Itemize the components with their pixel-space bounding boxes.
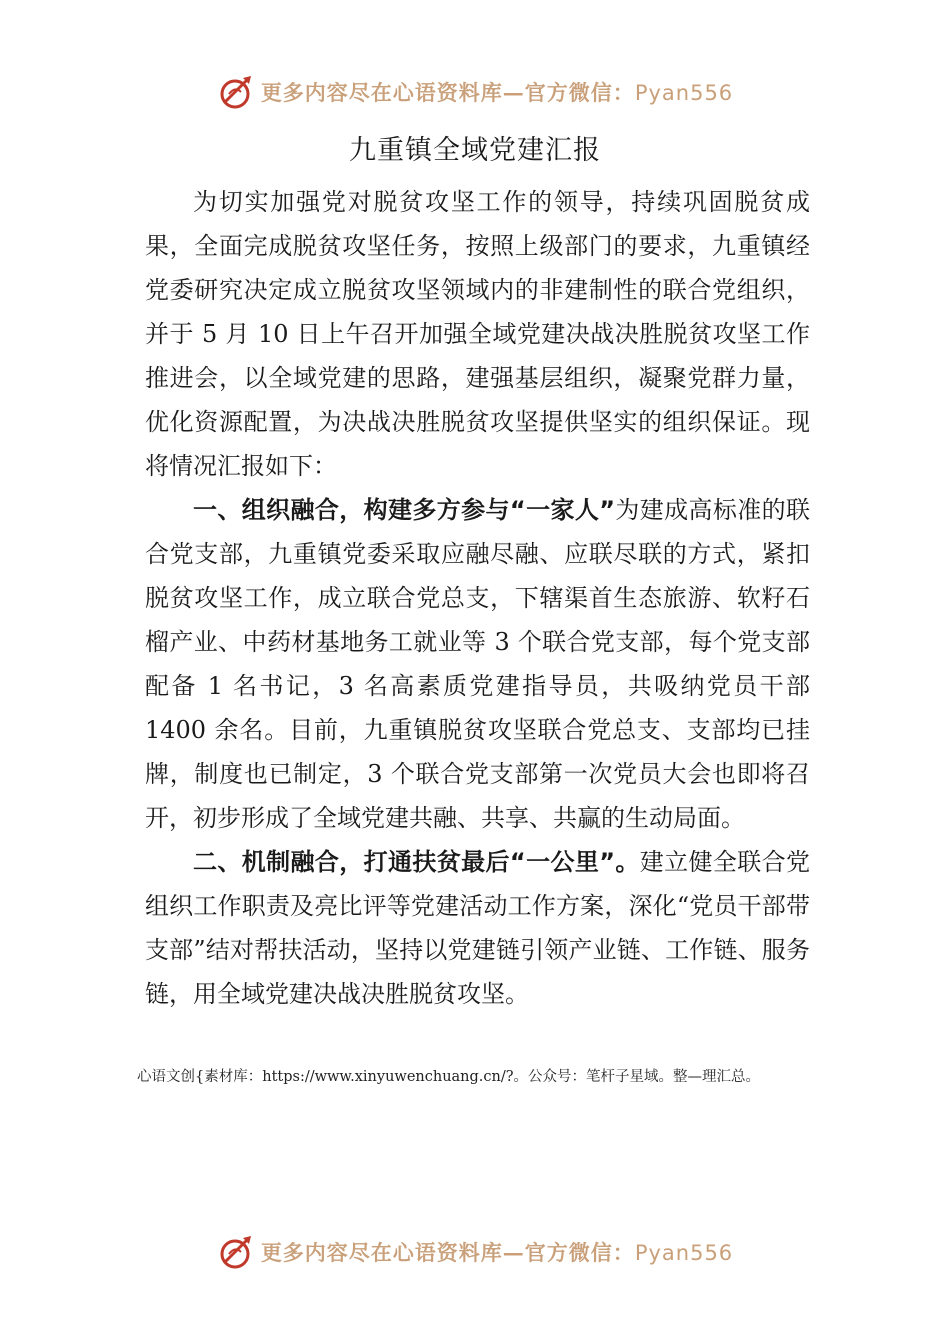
footer-banner (0, 1230, 950, 1274)
banner-text: 更多内容尽在心语资料库—官方微信：Pyan556 (260, 1240, 734, 1265)
paragraph-section-2: 二、机制融合，打通扶贫最后“一公里”。建立健全联合党组织工作职责及亮比评等党建活动工作方案，深化“党员干部带支部”结对帮扶活动，坚持以党建链引领产业链、工作链、服务链，用全域党建决战决胜脱贫攻坚。 (145, 848, 811, 1008)
document-title: 九重镇全域党建汇报 (349, 135, 601, 166)
document-body (145, 180, 810, 1016)
logo-icon (217, 1232, 257, 1272)
section-heading: 一、组织融合，构建多方参与“一家人” (193, 496, 615, 524)
paragraph-intro: 为切实加强党对脱贫攻坚工作的领导，持续巩固脱贫成果，全面完成脱贫攻坚任务，按照上级部门的要求，九重镇经党委研究决定成立脱贫攻坚领域内的非建制性的联合党组织，并于 5 月 10 日上午召开加强全域党建决战决胜脱贫攻坚工作推进会，以全域党建的思路，建强基层组织，凝聚党群力量，优化资源配置，为决战决胜脱贫攻坚提供坚实的组织保证。现将情况汇报如下： (145, 188, 810, 480)
header-banner (0, 70, 950, 114)
logo-icon (217, 72, 257, 112)
paragraph-section-1: 一、组织融合，构建多方参与“一家人”为建成高标准的联合党支部，九重镇党委采取应融尽融、应联尽联的方式，紧扣脱贫攻坚工作，成立联合党总支，下辖渠首生态旅游、软籽石榴产业、中药材基地务工就业等 3 个联合党支部，每个党支部配备 1 名书记，3 名高素质党建指导员，共吸纳党员干部 1400 余名。目前，九重镇脱贫攻坚联合党总支、支部均已挂牌，制度也已制定，3 个联合党支部第一次党员大会也即将召开，初步形成了全域党建共融、共享、共赢的生动局面。 (145, 496, 811, 832)
section-heading: 二、机制融合，打通扶贫最后“一公里”。 (193, 848, 640, 876)
banner-text: 更多内容尽在心语资料库—官方微信：Pyan556 (260, 80, 734, 105)
source-note: 心语文创{素材库：https://www.xinyuwenchuang.cn/?。公众号：笔杆子星域。整—理汇总。 (137, 1069, 761, 1085)
